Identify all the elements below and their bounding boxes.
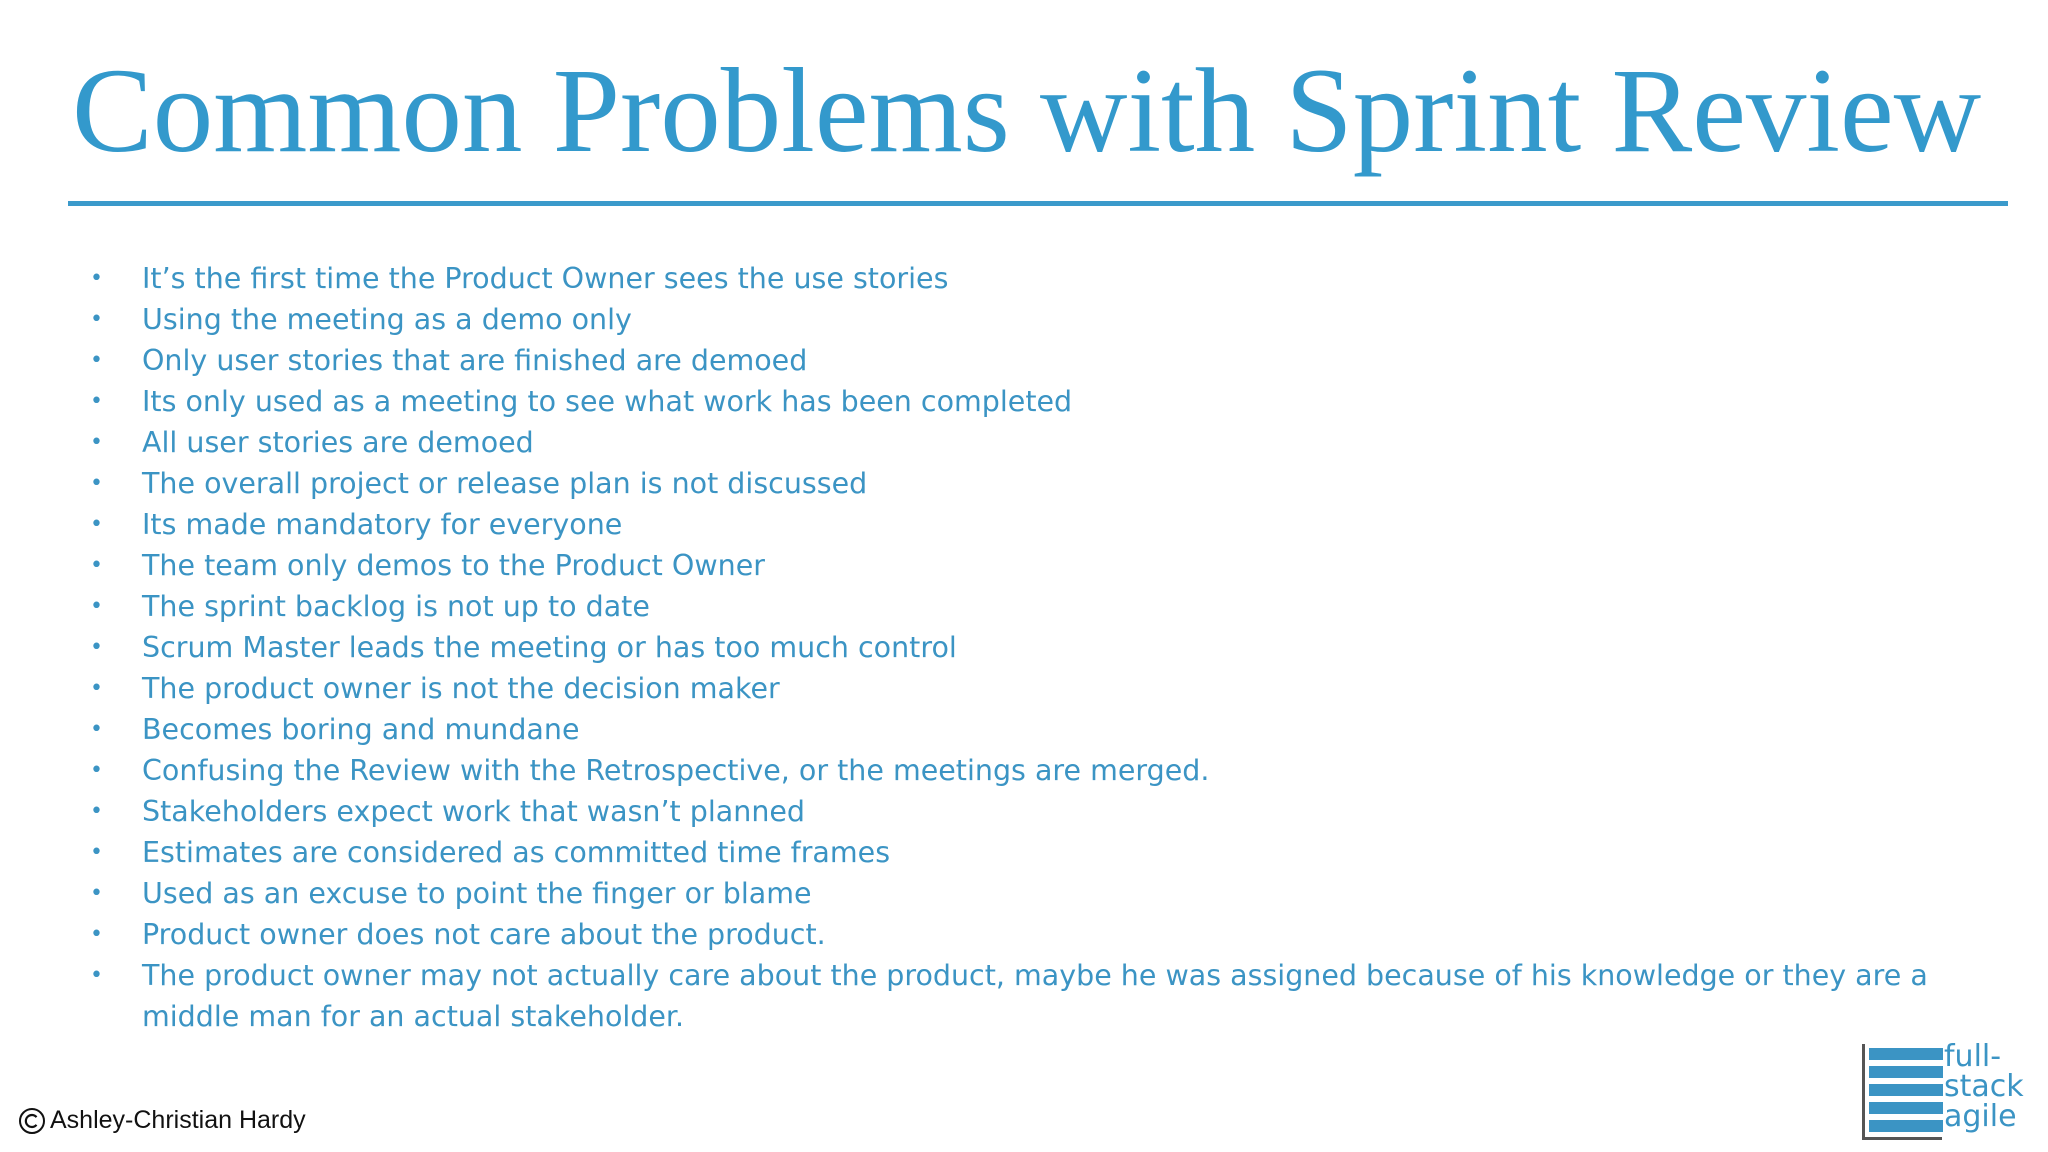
bullet-dot-icon: • [90,922,103,947]
bullet-text: The sprint backlog is not up to date [142,590,650,623]
bullet-text: The team only demos to the Product Owner [142,549,765,582]
logo-bar [1869,1084,1943,1096]
copyright-notice [18,1106,306,1135]
copyright-icon [18,1107,46,1135]
bullet-dot-icon: • [90,266,103,291]
bullet-text: All user stories are demoed [142,426,534,459]
bullet-item [90,422,1970,463]
bullet-dot-icon: • [90,963,103,988]
full-stack-agile-logo [1862,1039,2032,1140]
bullet-list [90,258,1970,1037]
bullet-item [90,791,1970,832]
bullet-text: Estimates are considered as committed time frames [142,836,891,869]
bullet-text: Its made mandatory for everyone [142,508,623,541]
bullet-text: Only user stories that are finished are demoed [142,344,808,377]
logo-bar [1869,1048,1943,1060]
bullet-text: Confusing the Review with the Retrospective, or the meetings are merged. [142,754,1210,787]
logo-bar [1869,1066,1943,1078]
bullet-item [90,873,1970,914]
bullet-dot-icon: • [90,512,103,537]
bullet-item [90,504,1970,545]
bullet-dot-icon: • [90,676,103,701]
logo-bar [1869,1120,1943,1132]
title-divider [68,201,2008,206]
bullet-dot-icon: • [90,635,103,660]
bullet-dot-icon: • [90,348,103,373]
bullet-text: Using the meeting as a demo only [142,303,632,336]
slide-title: Common Problems with Sprint Review [72,44,1982,178]
logo-text-line: stack [1944,1069,2024,1104]
bullet-item [90,627,1970,668]
bullet-item [90,955,1970,1037]
bullet-text: Stakeholders expect work that wasn’t planned [142,795,806,828]
bullet-text: The overall project or release plan is not discussed [142,467,868,500]
logo-bars-icon [1862,1044,1942,1140]
bullet-text: It’s the first time the Product Owner sees the use stories [142,262,949,295]
bullet-dot-icon: • [90,307,103,332]
bullet-item [90,545,1970,586]
bullet-text: The product owner may not actually care about the product, maybe he was assigned because of his knowledge or they are a middle man for an actual stakeholder. [142,959,1928,1033]
bullet-dot-icon: • [90,594,103,619]
bullet-item [90,299,1970,340]
bullet-dot-icon: • [90,717,103,742]
logo-bar [1869,1102,1943,1114]
copyright-author: Ashley-Christian Hardy [50,1106,306,1134]
bullet-text: Product owner does not care about the product. [142,918,826,951]
bullet-dot-icon: • [90,840,103,865]
bullet-dot-icon: • [90,389,103,414]
bullet-item [90,668,1970,709]
bullet-dot-icon: • [90,758,103,783]
logo-text-line: agile [1944,1099,2017,1134]
bullet-text: The product owner is not the decision maker [142,672,780,705]
bullet-item [90,832,1970,873]
bullet-item [90,750,1970,791]
bullet-item [90,258,1970,299]
bullet-dot-icon: • [90,799,103,824]
bullet-text: Becomes boring and mundane [142,713,580,746]
bullet-item [90,340,1970,381]
logo-text [1944,1039,2024,1134]
bullet-item [90,381,1970,422]
logo-text-line: full- [1944,1039,2002,1074]
bullet-item [90,709,1970,750]
bullet-text: Its only used as a meeting to see what work has been completed [142,385,1073,418]
bullet-item [90,463,1970,504]
bullet-dot-icon: • [90,881,103,906]
bullet-dot-icon: • [90,430,103,455]
bullet-item [90,586,1970,627]
bullet-text: Used as an excuse to point the finger or blame [142,877,812,910]
bullet-dot-icon: • [90,471,103,496]
bullet-dot-icon: • [90,553,103,578]
bullet-text: Scrum Master leads the meeting or has too much control [142,631,957,664]
bullet-item [90,914,1970,955]
